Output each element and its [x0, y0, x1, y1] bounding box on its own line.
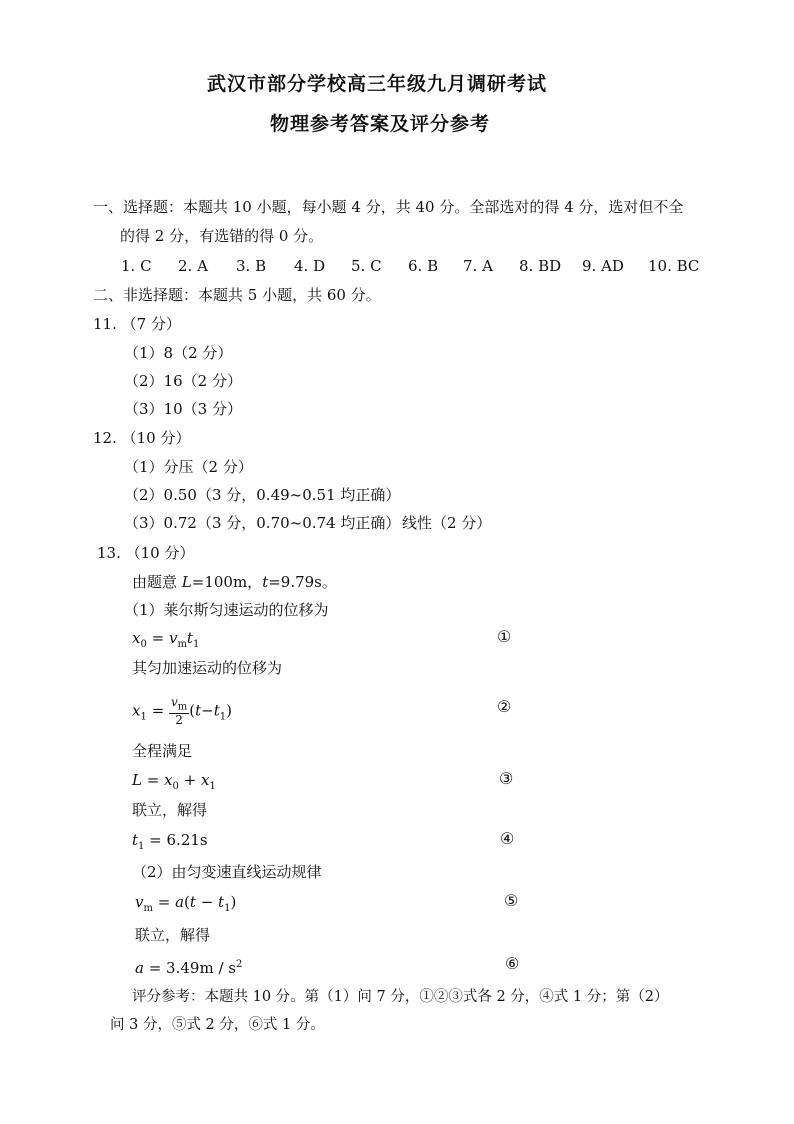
eq6-sup: 2 [235, 959, 243, 970]
eq3-x1: x [201, 771, 210, 789]
eq3-equals: = [141, 771, 165, 789]
eq5-close: ) [230, 893, 237, 911]
given-L-value: =100m， [191, 573, 263, 591]
answer-7: 7. A [463, 257, 493, 275]
answer-2: 2. A [178, 257, 208, 275]
q13-solve-text-2: 联立，解得 [135, 926, 211, 944]
eq6-value: = 3.49m / s [143, 959, 236, 977]
equation-6-mark: ⑥ [505, 954, 520, 973]
answer-8: 8. BD [519, 257, 562, 275]
eq4-value: = 6.21s [144, 831, 208, 849]
page-title: 武汉市部分学校高三年级九月调研考试 [207, 73, 548, 95]
eq1-x: x [132, 629, 141, 647]
eq5-v-sub: m [143, 903, 153, 914]
eq2-t1-sub: 1 [219, 711, 227, 723]
q12-extra: 线性（2 分） [402, 514, 492, 532]
scoring-line-1: 评分参考：本题共 10 分。第（1）问 7 分，①②③式各 2 分，④式 1 分；第（2） [132, 989, 669, 1005]
q13-accel-text: 其匀加速运动的位移为 [132, 659, 283, 677]
eq1-t: t [186, 629, 193, 647]
eq2-t: t [195, 701, 202, 720]
eq2-open: ( [189, 701, 196, 720]
given-t-value: =9.79s。 [268, 573, 337, 591]
eq3-x0-sub: 0 [172, 781, 179, 792]
eq6-a: a [135, 959, 144, 977]
eq5-open: ( [184, 893, 190, 911]
equation-5-mark: ⑤ [504, 891, 519, 910]
given-prefix: 由题意 [132, 573, 182, 591]
answer-1: 1. C [121, 257, 152, 275]
eq2-num-sub: m [177, 701, 188, 713]
answer-4: 4. D [294, 257, 326, 275]
q11-heading: 11. （7 分） [93, 315, 181, 333]
eq5-t: t [189, 893, 196, 911]
answer-3: 3. B [236, 257, 267, 275]
eq3-L: L [132, 771, 142, 789]
equation-1-mark: ① [497, 627, 512, 646]
equation-1 [132, 628, 199, 655]
eq2-num-v: v [170, 695, 178, 709]
equation-3 [132, 770, 216, 797]
section1-heading-line2: 的得 2 分，有选错的得 0 分。 [120, 227, 324, 245]
equation-4 [132, 830, 208, 857]
eq2-t1: t [213, 701, 220, 720]
eq5-a: a [175, 893, 185, 911]
equation-2-mark: ② [497, 697, 512, 716]
eq5-t1-sub: 1 [224, 903, 231, 914]
eq3-x0: x [164, 771, 173, 789]
page-subtitle: 物理参考答案及评分参考 [270, 113, 491, 135]
eq4-t-sub: 1 [138, 841, 145, 852]
q13-part2: （2）由匀变速直线运动规律 [132, 863, 322, 881]
answer-6: 6. B [408, 257, 439, 275]
answer-5: 5. C [351, 257, 382, 275]
eq1-t-sub: 1 [192, 639, 200, 650]
eq2-close: ) [226, 701, 232, 720]
scoring-line-2: 问 3 分，⑤式 2 分，⑥式 1 分。 [110, 1017, 325, 1033]
q13-whole-text: 全程满足 [132, 742, 193, 760]
q12-item-3: （3）0.72（3 分，0.70~0.74 均正确） [124, 514, 401, 532]
given-L: L [181, 573, 192, 591]
equation-3-mark: ③ [499, 769, 514, 788]
answer-10: 10. BC [648, 257, 700, 275]
eq2-numerator [169, 696, 189, 714]
q12-heading: 12. （10 分） [93, 429, 191, 447]
q13-part1: （1）莱尔斯匀速运动的位移为 [124, 601, 329, 619]
eq2-minus: − [201, 701, 214, 720]
eq1-equals: = [146, 629, 169, 647]
eq2-fraction [169, 696, 189, 727]
section2-heading: 二、非选择题：本题共 5 小题，共 60 分。 [93, 286, 381, 304]
eq5-v: v [135, 893, 144, 911]
section1-heading-line1: 一、选择题：本题共 10 小题，每小题 4 分，共 40 分。全部选对的得 4 分，选对但不全 [93, 198, 684, 216]
equation-6 [135, 955, 242, 978]
equation-5 [135, 892, 236, 919]
eq1-v-sub: m [177, 639, 187, 650]
eq2-x-sub: 1 [140, 711, 147, 723]
q12-item-2: （2）0.50（3 分，0.49~0.51 均正确） [124, 486, 401, 504]
q11-item-3: （3）10（3 分） [124, 400, 242, 418]
q12-item-1: （1）分压（2 分） [124, 458, 253, 476]
equation-4-mark: ④ [500, 829, 515, 848]
eq3-plus: + [178, 771, 202, 789]
equation-2 [132, 696, 232, 732]
eq5-equals: = [152, 893, 176, 911]
q11-item-2: （2）16（2 分） [124, 372, 242, 390]
eq1-v: v [168, 629, 178, 647]
q11-item-1: （1）8（2 分） [124, 344, 233, 362]
q13-given [132, 572, 337, 592]
eq2-denominator: 2 [175, 713, 183, 728]
answer-9: 9. AD [582, 257, 624, 275]
eq5-t1: t [218, 893, 225, 911]
given-t: t [262, 573, 269, 591]
eq3-x1-sub: 1 [209, 781, 216, 792]
q13-solve-text-1: 联立，解得 [132, 801, 208, 819]
eq5-minus: − [195, 893, 219, 911]
eq4-t: t [132, 831, 139, 849]
q13-heading: 13. （10 分） [97, 544, 195, 562]
eq1-x-sub: 0 [140, 639, 147, 650]
eq2-equals: = [146, 701, 169, 720]
eq2-x: x [132, 701, 141, 720]
